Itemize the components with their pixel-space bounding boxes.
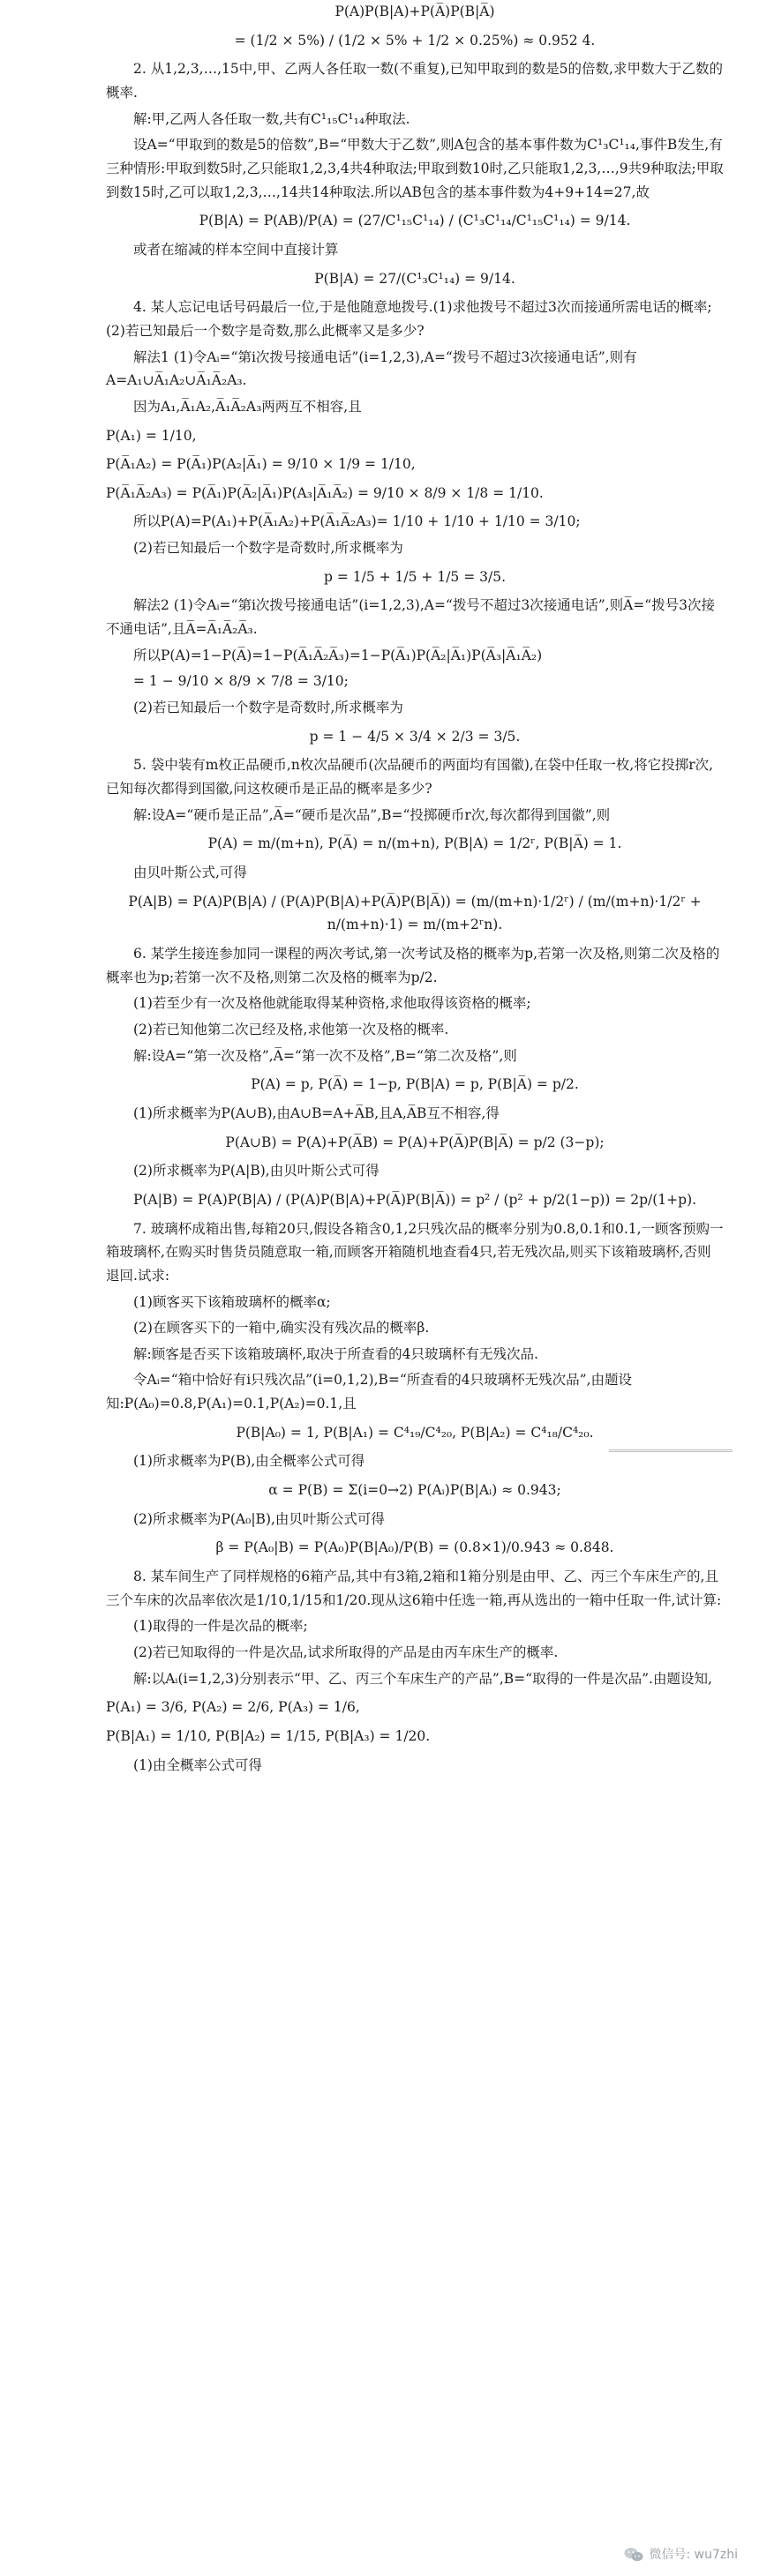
formula-line: P(A|B) = P(A)P(B|A) / (P(A)P(B|A)+P(A̅)P(B|A̅)) = (m/(m+n)·1/2ʳ) / (m/(m+n)·1/2ʳ + n/(m+n)·1) = m/(m+2ʳn).: [128, 893, 702, 933]
formula-line: P(A₁) = 1/10,: [106, 427, 197, 444]
formula-line: P(B|A) = 27/(C¹₃C¹₁₄) = 9/14.: [314, 270, 515, 287]
text-paragraph: (2)在顾客买下的一箱中,确实没有残次品的概率β.: [133, 1320, 430, 1337]
problem-statement: 2. 从1,2,3,…,15中,甲、乙两人各任取一数(不重复),已知甲取到的数是5的倍数,求甲数大于乙数的概率.: [106, 61, 723, 101]
text-paragraph: 令Aᵢ=“箱中恰好有i只残次品”(i=0,1,2),B=“所查看的4只玻璃杯无残次品”,由题设知:P(A₀)=0.8,P(A₁)=0.1,P(A₂)=0.1,且: [106, 1372, 633, 1412]
text-paragraph: (2)若已知取得的一件是次品,试求所取得的产品是由丙车床生产的概率.: [133, 1644, 559, 1661]
formula-line: P(A₁) = 3/6, P(A₂) = 2/6, P(A₃) = 1/6,: [106, 1699, 360, 1716]
text-paragraph: (2)所求概率为P(A|B),由贝叶斯公式可得: [133, 1163, 380, 1179]
problem-statement: 8. 某车间生产了同样规格的6箱产品,其中有3箱,2箱和1箱分别是由甲、乙、丙三个车床生产的,且三个车床的次品率依次是1/10,1/15和1/20.现从这6箱中任选一箱,再从选出的一箱中任取一件,试计算:: [106, 1569, 722, 1608]
text-paragraph: 或者在缩减的样本空间中直接计算: [133, 241, 339, 258]
watermark-text: 微信号: wu7zhi: [649, 2547, 738, 2562]
formula-line: P(A̅₁A̅₂A₃) = P(A̅₁)P(A̅₂|A̅₁)P(A₃|A̅₁A̅₂) = 9/10 × 8/9 × 1/8 = 1/10.: [106, 484, 544, 501]
text-paragraph: 解法1 (1)令Aᵢ=“第i次拨号接通电话”(i=1,2,3),A=“拨号不超过3次接通电话”,则有A=A₁∪A̅₁A₂∪A̅₁A̅₂A₃.: [106, 348, 637, 389]
document-body: [106, 0, 724, 1779]
text-paragraph: (1)顾客买下该箱玻璃杯的概率α;: [133, 1293, 331, 1310]
formula-line: P(A|B) = P(A)P(B|A) / (P(A)P(B|A)+P(A̅)P(B|A̅)) = p² / (p² + p/2(1−p)) = 2p/(1+p).: [132, 1191, 697, 1208]
text-paragraph: (1)由全概率公式可得: [133, 1756, 262, 1773]
text-paragraph: (2)所求概率为P(A₀|B),由贝叶斯公式可得: [133, 1510, 385, 1527]
text-paragraph: 因为A₁,A̅₁A₂,A̅₁A̅₂A₃两两互不相容,且: [133, 398, 362, 415]
text-paragraph: (1)所求概率为P(B),由全概率公式可得: [133, 1453, 365, 1470]
text-paragraph: 解法2 (1)令Aᵢ=“第i次拨号接通电话”(i=1,2,3),A=“拨号不超过3次接通电话”,则A̅=“拨号3次接不通电话”,且A̅=A̅₁A̅₂A̅₃.: [106, 597, 716, 638]
formula-line: P(A) = p, P(A̅) = 1−p, P(B|A) = p, P(B|A̅) = p/2.: [251, 1076, 579, 1093]
text-paragraph: (2)若已知他第二次已经及格,求他第一次及格的概率.: [133, 1021, 449, 1037]
text-paragraph: = 1 − 9/10 × 8/9 × 7/8 = 3/10;: [133, 673, 349, 690]
text-paragraph: 所以P(A)=1−P(A̅)=1−P(A̅₁A̅₂A̅₃)=1−P(A̅₁)P(A̅₂|A̅₁)P(A̅₃|A̅₁A̅₂): [133, 647, 543, 663]
problem-statement: 6. 某学生接连参加同一课程的两次考试,第一次考试及格的概率为p,若第一次及格,则第二次及格的概率也为p;若第一次不及格,则第二次及格的概率为p/2.: [106, 945, 720, 985]
text-paragraph: (2)若已知最后一个数字是奇数时,所求概率为: [133, 700, 403, 716]
formula-line: P(A∪B) = P(A)+P(A̅B) = P(A)+P(A̅)P(B|A̅) = p/2 (3−p);: [225, 1134, 605, 1150]
formula-line: P(A)P(B|A)+P(A̅)P(B|A̅): [334, 4, 495, 19]
text-paragraph: 解:设A=“第一次及格”,A̅=“第一次不及格”,B=“第二次及格”,则: [133, 1047, 517, 1064]
formula-line: p = 1/5 + 1/5 + 1/5 = 3/5.: [324, 568, 506, 585]
text-paragraph: 所以P(A)=P(A₁)+P(A̅₁A₂)+P(A̅₁A̅₂A₃)= 1/10 + 1/10 + 1/10 = 3/10;: [133, 513, 581, 530]
text-paragraph: (1)取得的一件是次品的概率;: [133, 1618, 308, 1635]
text-paragraph: 解:顾客是否买下该箱玻璃杯,取决于所查看的4只玻璃杯有无残次品.: [133, 1345, 538, 1362]
problem-statement: 4. 某人忘记电话号码最后一位,于是他随意地拨号.(1)求他拨号不超过3次而接通所需电话的概率;(2)若已知最后一个数字是奇数,那么此概率又是多少?: [106, 299, 712, 339]
text-paragraph: 解:设A=“硬币是正品”,A̅=“硬币是次品”,B=“投掷硬币r次,每次都得到国徽”,则: [133, 806, 611, 823]
formula-line: p = 1 − 4/5 × 3/4 × 2/3 = 3/5.: [309, 728, 521, 745]
text-paragraph: 解:以Aᵢ(i=1,2,3)分别表示“甲、乙、丙三个车床生产的产品”,B=“取得的一件是次品”.由题设知,: [133, 1670, 712, 1687]
text-paragraph: 解:甲,乙两人各任取一数,共有C¹₁₅C¹₁₄种取法.: [133, 110, 410, 127]
watermark: [624, 2544, 738, 2565]
formula-line: P(A̅₁A₂) = P(A̅₁)P(A₂|A̅₁) = 9/10 × 1/9 = 1/10,: [106, 456, 416, 473]
text-paragraph: 由贝叶斯公式,可得: [133, 865, 247, 880]
formula-line: β = P(A₀|B) = P(A₀)P(B|A₀)/P(B) = (0.8×1)/0.943 ≈ 0.848.: [215, 1539, 614, 1556]
formula-line: P(B|A₀) = 1, P(B|A₁) = C⁴₁₉/C⁴₂₀, P(B|A₂) = C⁴₁₈/C⁴₂₀.: [236, 1424, 594, 1441]
text-paragraph: (1)若至少有一次及格他就能取得某种资格,求他取得该资格的概率;: [133, 995, 531, 1012]
formula-line: P(B|A₁) = 1/10, P(B|A₂) = 1/15, P(B|A₃) = 1/20.: [106, 1728, 431, 1744]
wechat-icon: [624, 2547, 643, 2563]
formula-line: α = P(B) = Σ(i=0→2) P(Aᵢ)P(B|Aᵢ) ≈ 0.943;: [268, 1482, 561, 1499]
formula-line: P(A) = m/(m+n), P(A̅) = n/(m+n), P(B|A) = 1/2ʳ, P(B|A̅) = 1.: [207, 835, 622, 852]
scan-divider-mark: [609, 1447, 733, 1452]
text-paragraph: (1)所求概率为P(A∪B),由A∪B=A+A̅B,且A,A̅B互不相容,得: [133, 1105, 500, 1121]
text-paragraph: (2)若已知最后一个数字是奇数时,所求概率为: [133, 540, 403, 557]
problem-statement: 5. 袋中装有m枚正品硬币,n枚次品硬币(次品硬币的两面均有国徽),在袋中任取一枚,将它投掷r次,已知每次都得到国徽,问这枚硬币是正品的概率是多少?: [106, 757, 714, 798]
formula-line: P(B|A) = P(AB)/P(A) = (27/C¹₁₅C¹₁₄) / (C¹₃C¹₁₄/C¹₁₅C¹₁₄) = 9/14.: [199, 213, 631, 229]
problem-statement: 7. 玻璃杯成箱出售,每箱20只,假设各箱含0,1,2只残次品的概率分别为0.8,0.1和0.1,一顾客预购一箱玻璃杯,在购买时售货员随意取一箱,而顾客开箱随机地查看4只,若无残次品,则买下该箱玻璃杯,否则退回.试求:: [106, 1220, 724, 1284]
formula-line: = (1/2 × 5%) / (1/2 × 5% + 1/2 × 0.25%) ≈ 0.952 4.: [234, 32, 596, 49]
text-paragraph: 设A=“甲取到的数是5的倍数”,B=“甲数大于乙数”,则A包含的基本事件数为C¹₃C¹₁₄,事件B发生,有三种情形:甲取到数5时,乙只能取1,2,3,4共4种取法;甲取到数10时,乙只能取1,2,3,…,9共9种取法;甲取到数15时,乙可以取1,2,3,…,14共14种取法.所以AB包含的基本事件数为4+9+14=27,故: [106, 137, 724, 200]
